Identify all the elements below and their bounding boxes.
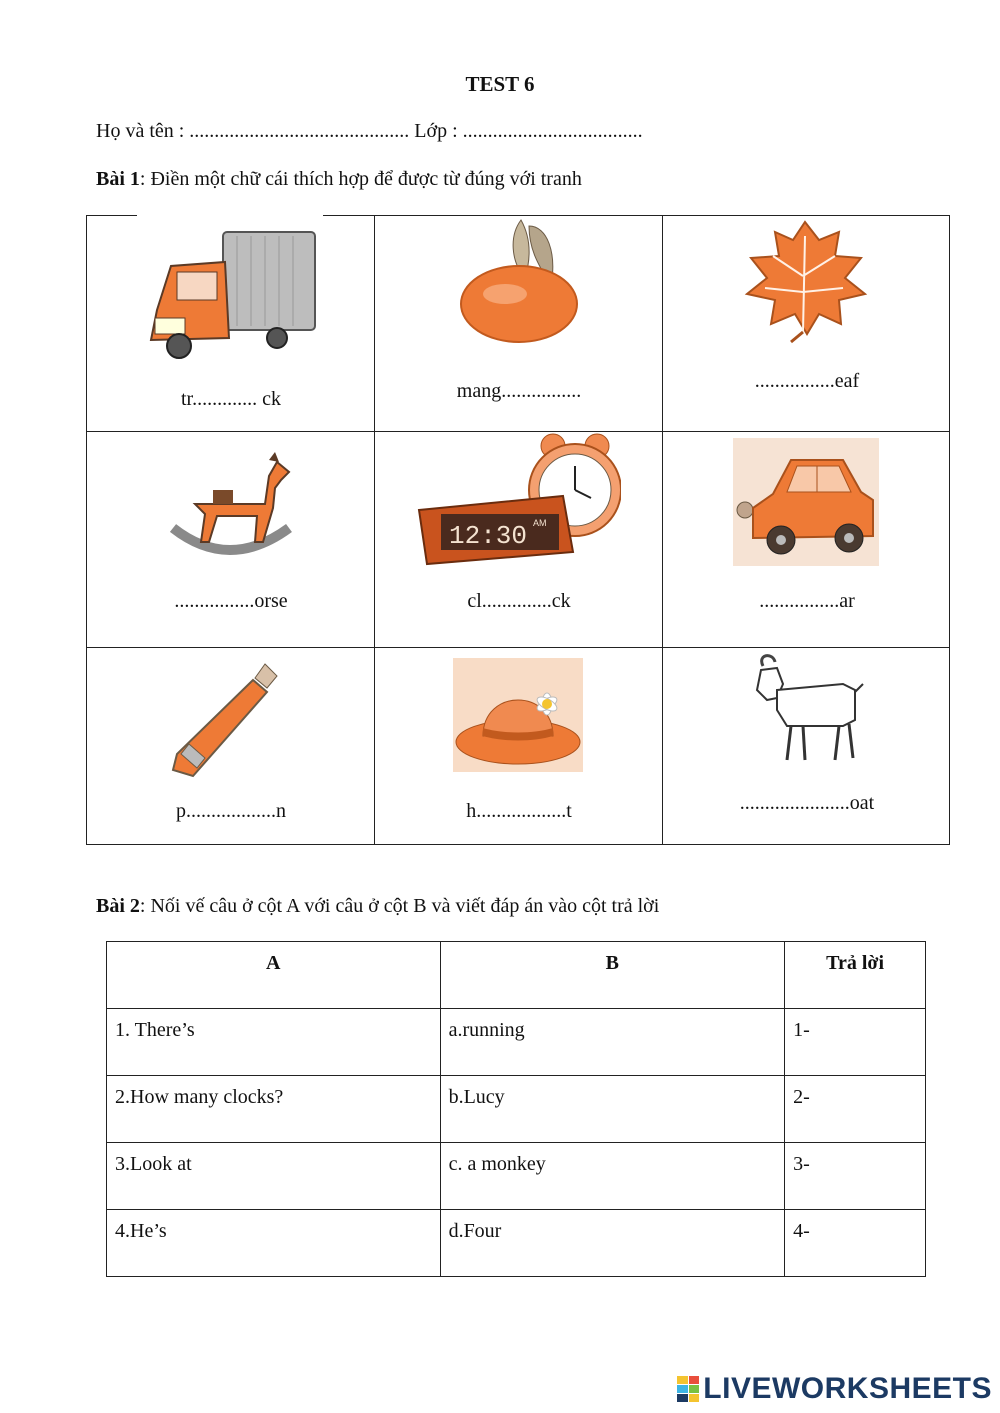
word-goat: ......................oat bbox=[739, 792, 875, 814]
exercise2-instruction: : Nối vế câu ở cột A với câu ở cột B và viết đáp án vào cột trả lời bbox=[139, 895, 660, 917]
exercise1-label: Bài 1 bbox=[96, 168, 140, 190]
grid-cell-horse bbox=[87, 432, 375, 647]
cell-a: 3.Look at bbox=[107, 1143, 441, 1210]
word-mango: mang................ bbox=[456, 380, 582, 402]
word-car: ................ar bbox=[759, 590, 855, 612]
grid-cell-truck bbox=[87, 216, 375, 431]
pen-image bbox=[153, 658, 303, 784]
grid-cell-hat bbox=[375, 648, 663, 846]
clock-am: AM bbox=[533, 518, 547, 528]
liveworksheets-logo[interactable] bbox=[677, 1372, 992, 1406]
name-class-line: Họ và tên : ............................................ Lớp : .................................... bbox=[96, 120, 643, 142]
table-row bbox=[107, 1076, 926, 1143]
cell-b: a.running bbox=[440, 1009, 785, 1076]
table-header-row bbox=[107, 942, 926, 1009]
word-hat: h..................t bbox=[466, 800, 572, 822]
matching-table bbox=[106, 941, 926, 1277]
logo-icon bbox=[677, 1376, 699, 1402]
grid-cell-goat bbox=[663, 648, 951, 846]
cell-a: 1. There’s bbox=[107, 1009, 441, 1076]
cell-b: c. a monkey bbox=[440, 1143, 785, 1210]
goat-image bbox=[743, 650, 869, 768]
clock-digits: 12:30 bbox=[449, 521, 528, 551]
answer-cell[interactable]: 2- bbox=[785, 1076, 926, 1143]
cell-a: 2.How many clocks? bbox=[107, 1076, 441, 1143]
word-leaf: ................eaf bbox=[754, 370, 860, 392]
grid-cell-pen bbox=[87, 648, 375, 846]
truck-image bbox=[137, 210, 323, 368]
cell-a: 4.He’s bbox=[107, 1210, 441, 1277]
word-pen: p..................n bbox=[176, 800, 286, 822]
exercise1-instruction: : Điền một chữ cái thích hợp để được từ đúng với tranh bbox=[139, 168, 582, 190]
word-clock: cl..............ck bbox=[467, 590, 571, 612]
hat-image bbox=[453, 658, 583, 772]
picture-grid bbox=[86, 215, 950, 845]
grid-cell-clock bbox=[375, 432, 663, 647]
cell-b: b.Lucy bbox=[440, 1076, 785, 1143]
exercise1-heading bbox=[96, 168, 582, 191]
toy-car-image bbox=[733, 438, 879, 566]
column-a-header: A bbox=[107, 942, 441, 1009]
grid-cell-mango bbox=[375, 216, 663, 431]
word-truck: tr............. ck bbox=[181, 388, 281, 410]
table-row bbox=[107, 1009, 926, 1076]
grid-cell-car bbox=[663, 432, 951, 647]
answer-cell[interactable]: 3- bbox=[785, 1143, 926, 1210]
mango-image bbox=[447, 216, 592, 344]
answer-cell[interactable]: 4- bbox=[785, 1210, 926, 1277]
table-row bbox=[107, 1143, 926, 1210]
cell-b: d.Four bbox=[440, 1210, 785, 1277]
leaf-image bbox=[723, 216, 887, 344]
exercise2-heading bbox=[96, 895, 659, 918]
clocks-image bbox=[413, 432, 621, 570]
table-row bbox=[107, 1210, 926, 1277]
answer-column-header: Trả lời bbox=[785, 942, 926, 1009]
page-title: TEST 6 bbox=[465, 72, 535, 96]
brand-text: LIVEWORKSHEETS bbox=[703, 1372, 992, 1405]
word-horse: ................orse bbox=[174, 590, 288, 612]
exercise2-label: Bài 2 bbox=[96, 895, 140, 917]
rocking-horse-image bbox=[165, 432, 295, 572]
grid-cell-leaf bbox=[663, 216, 951, 431]
answer-cell[interactable]: 1- bbox=[785, 1009, 926, 1076]
column-b-header: B bbox=[440, 942, 785, 1009]
